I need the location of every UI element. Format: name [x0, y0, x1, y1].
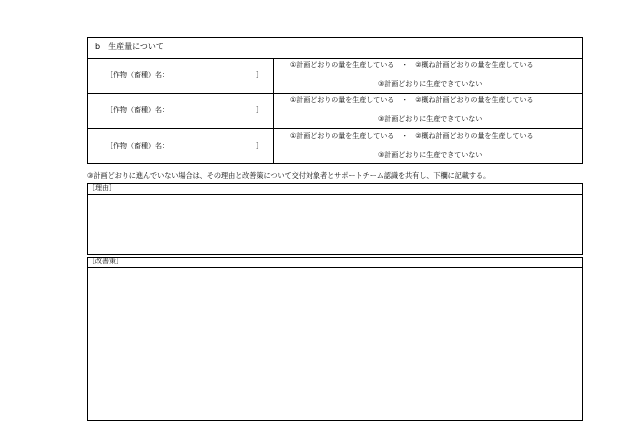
reason-label-divider	[87, 194, 583, 195]
crop-name-bracket-close: ］	[256, 106, 263, 114]
production-option-line1: ①計画どおりの量を生産している ・ ②概ね計画どおりの量を生産している	[290, 61, 534, 69]
improvement-label-divider	[87, 267, 583, 268]
production-option-line2: ③計画どおりに生産できていない	[378, 115, 483, 123]
improvement-label: ［改善策］	[88, 257, 123, 265]
column-divider	[273, 58, 274, 164]
reason-label: ［理由］	[88, 184, 116, 192]
production-option-line1: ①計画どおりの量を生産している ・ ②概ね計画どおりの量を生産している	[290, 96, 534, 104]
crop-name-label: ［作物（畜種）名：	[106, 142, 169, 150]
instruction-text: ③計画どおりに進んでいない場合は、その理由と改善策について交付対象者とサポートチーム認識を共有し、下欄に記載する。	[87, 171, 491, 180]
crop-name-bracket-close: ］	[256, 71, 263, 79]
production-option-line2: ③計画どおりに生産できていない	[378, 80, 483, 88]
section-b-heading: b 生産量について	[95, 42, 164, 51]
row-divider-1	[87, 93, 583, 94]
crop-name-bracket-close: ］	[256, 142, 263, 150]
production-option-line2: ③計画どおりに生産できていない	[378, 151, 483, 159]
crop-name-label: ［作物（畜種）名：	[106, 71, 169, 79]
production-option-line1: ①計画どおりの量を生産している ・ ②概ね計画どおりの量を生産している	[290, 132, 534, 140]
heading-divider	[87, 58, 583, 59]
row-divider-2	[87, 128, 583, 129]
improvement-box[interactable]	[87, 257, 583, 421]
crop-name-label: ［作物（畜種）名：	[106, 106, 169, 114]
